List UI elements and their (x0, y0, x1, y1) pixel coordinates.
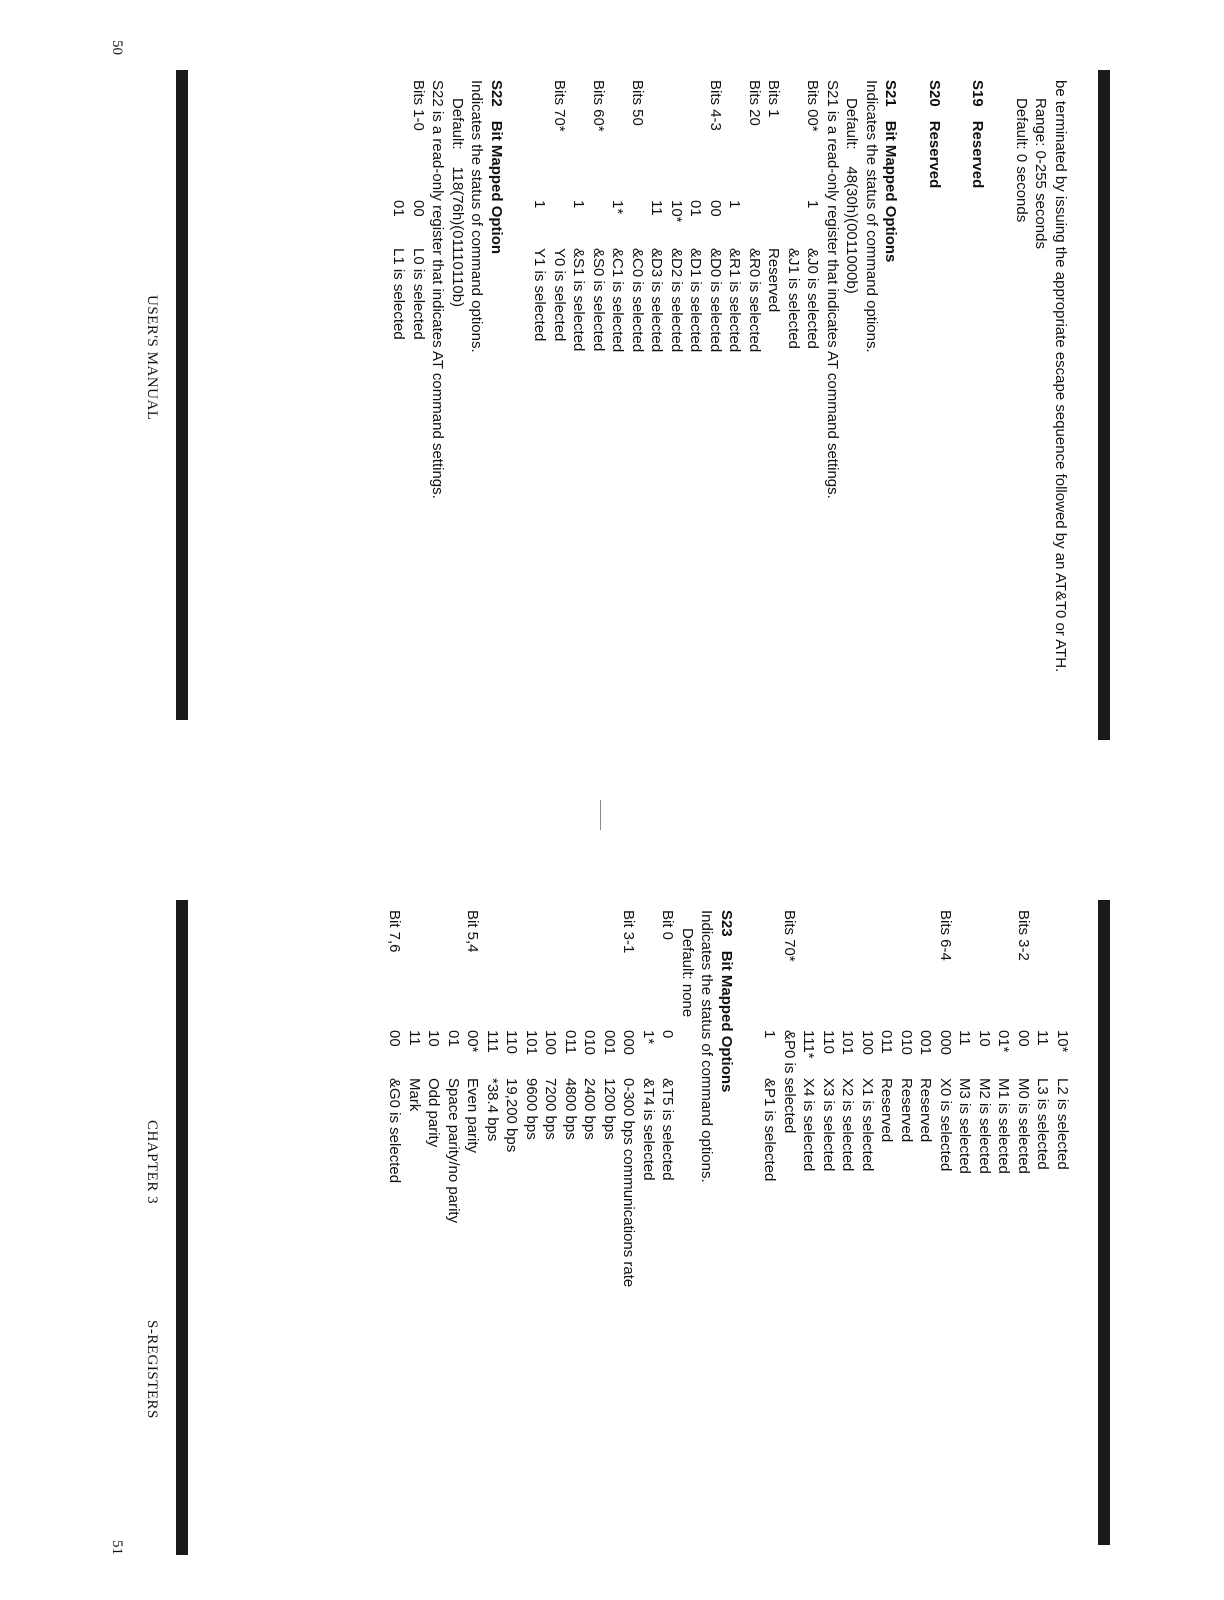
s21-title: Bit Mapped Options (882, 120, 900, 263)
table-row (975, 910, 995, 1600)
table-row (589, 80, 609, 770)
bit-field-label (580, 910, 600, 1030)
bit-value: 00 (386, 1030, 404, 1047)
bit-description: 0-300 bps communications rate (620, 1078, 638, 1288)
bit-value: 0 (659, 1030, 677, 1039)
bit-description: L1 is selected (390, 248, 408, 340)
bit-field-label: Bit 0 (659, 910, 677, 941)
bit-field-label (483, 910, 503, 1030)
s22-bit-table (389, 80, 428, 770)
bit-field-label (405, 910, 425, 1030)
table-row (799, 910, 819, 1600)
table-row (647, 80, 667, 770)
bit-value (745, 200, 765, 248)
s19-code: S19 (969, 80, 987, 107)
table-row (569, 80, 589, 770)
s21-heading (881, 80, 901, 770)
table-row (667, 80, 687, 770)
bit-field-label (975, 910, 995, 1030)
bit-field-label (799, 910, 819, 1030)
bit-description: L3 is selected (1034, 1078, 1052, 1170)
page-50 (110, 40, 1110, 780)
table-row (600, 910, 620, 1600)
bit-description: &T4 is selected (640, 1078, 657, 1181)
s19-title: Reserved (969, 120, 987, 189)
bit-value: 100 (859, 1030, 876, 1056)
bit-field-label: Bits 4-3 (707, 80, 724, 131)
table-row (838, 910, 858, 1600)
s21-default-label: Default: (843, 98, 861, 150)
s22-code: S22 (488, 80, 505, 107)
bit-field-label: Bits 70* (781, 910, 798, 962)
bit-field-label (561, 910, 581, 1030)
s23-bit-table (385, 910, 678, 1600)
bit-field-label (897, 910, 917, 1030)
page-51 (110, 870, 1110, 1560)
bit-description: Space parity/no parity (445, 1078, 462, 1224)
bit-value: 011 (878, 1030, 896, 1054)
table-row (1053, 910, 1073, 1600)
bit-field-label (647, 80, 667, 200)
bit-value: 010 (898, 1030, 915, 1056)
top-rule (1098, 70, 1110, 740)
bit-description: 9600 bps (523, 1078, 540, 1140)
bit-value: 01* (995, 1030, 1013, 1053)
bit-value: 1 (726, 200, 744, 209)
bit-value: 101 (839, 1030, 857, 1056)
bit-value: 001 (601, 1030, 618, 1056)
bit-field-label: Bits 1-0 (410, 80, 427, 131)
bit-field-label: Bits 1 (765, 80, 783, 118)
binding-mark (600, 800, 601, 830)
bit-description: Odd parity (425, 1078, 443, 1148)
bit-field-label: Bit 3-1 (620, 910, 638, 954)
bit-field-label: Bits 3-2 (1015, 910, 1032, 961)
table-row (658, 910, 678, 1600)
bit-field-label (955, 910, 975, 1030)
table-row (561, 910, 581, 1600)
bit-value: 00* (464, 1030, 482, 1053)
bit-field-label (725, 80, 745, 200)
bit-description: &J0 is selected (804, 248, 822, 349)
bottom-rule (176, 70, 188, 720)
s22-default (448, 80, 468, 770)
bit-description: X2 is selected (839, 1078, 857, 1172)
bit-value: 011 (562, 1030, 579, 1054)
table-row (608, 80, 628, 770)
bit-value: 111* (800, 1030, 818, 1059)
bit-description: Y1 is selected (531, 248, 549, 342)
s22-continued-bit-table (760, 910, 1072, 1600)
bit-description: 2400 bps (581, 1078, 599, 1140)
bit-field-label (389, 80, 409, 200)
bit-value: 10 (425, 1030, 443, 1047)
page-number: 51 (109, 1540, 125, 1555)
bit-description: 1200 bps (601, 1078, 618, 1140)
s23-code: S23 (718, 910, 735, 937)
bit-description: &C0 is selected (629, 248, 646, 353)
bit-field-label (667, 80, 687, 200)
bit-description: &D1 is selected (687, 248, 705, 353)
table-row (409, 80, 429, 770)
table-row (444, 910, 464, 1600)
table-row (764, 80, 784, 770)
bit-description: &T5 is selected (659, 1078, 677, 1181)
bit-description: Even parity (464, 1078, 482, 1154)
bit-value: 001 (917, 1030, 935, 1056)
bit-field-label: Bits 00* (804, 80, 822, 132)
bit-field-label (760, 910, 780, 1030)
table-row (686, 80, 706, 770)
table-row (1014, 910, 1034, 1600)
table-row (483, 910, 503, 1600)
bit-value: 100 (542, 1030, 560, 1056)
bit-value: 000 (620, 1030, 638, 1056)
s22-description: Indicates the status of command options. (468, 80, 486, 353)
bit-value: 110 (503, 1030, 521, 1054)
bit-value: 11 (956, 1030, 974, 1046)
bit-description: &G0 is selected (386, 1078, 404, 1184)
table-row (706, 80, 726, 770)
bit-value: 1* (609, 200, 627, 215)
bit-field-label (608, 80, 628, 200)
s22-default-value: 118(76h)(01110110b) (449, 166, 466, 308)
s22-readonly-note: S22 is a read-only register that indicates AT command settings. (429, 80, 447, 499)
s21-bit-table (530, 80, 823, 770)
bit-description: Reserved (878, 1078, 896, 1143)
bit-description: Reserved (917, 1078, 935, 1143)
bit-value: 010 (581, 1030, 599, 1056)
s22-default-label: Default: (449, 98, 466, 150)
table-row (936, 910, 956, 1600)
bit-field-label (916, 910, 936, 1030)
bit-description: &R1 is selected (726, 248, 744, 353)
s20-code: S20 (926, 80, 943, 107)
footer-title: USER'S MANUAL (144, 295, 160, 421)
bit-description: &S0 is selected (590, 248, 607, 352)
bit-field-label (522, 910, 542, 1030)
bit-description: X1 is selected (859, 1078, 876, 1172)
bit-field-label (541, 910, 561, 1030)
bit-field-label (1053, 910, 1073, 1030)
s23-default: Default: none (679, 928, 696, 1018)
bit-description: M1 is selected (995, 1078, 1013, 1174)
bit-field-label (639, 910, 659, 1030)
bit-description: &R0 is selected (746, 248, 763, 353)
s21-code: S21 (882, 80, 900, 107)
bit-description: L0 is selected (410, 248, 427, 340)
s22-title: Bit Mapped Option (488, 120, 505, 255)
bit-field-label (838, 910, 858, 1030)
page-50-body (389, 80, 1070, 770)
s21-default (842, 80, 862, 770)
bit-value (764, 200, 784, 248)
bit-description: Reserved (765, 248, 783, 313)
bit-description: L2 is selected (1054, 1078, 1071, 1170)
bit-value: 000 (937, 1030, 954, 1056)
table-row (405, 910, 425, 1600)
bit-value: 00 (410, 200, 427, 217)
bit-description: &D0 is selected (707, 248, 724, 353)
table-row (897, 910, 917, 1600)
bit-value: &P0 is selected (781, 1030, 798, 1134)
bit-description: &D2 is selected (668, 248, 685, 353)
bit-field-label (502, 910, 522, 1030)
table-row (619, 910, 639, 1600)
bit-value (628, 200, 648, 248)
table-row (760, 910, 780, 1600)
bit-value: 111 (484, 1030, 501, 1053)
bit-description: X0 is selected (937, 1078, 954, 1172)
bit-description: &P1 is selected (761, 1078, 779, 1182)
bit-value (784, 200, 804, 248)
bit-field-label (686, 80, 706, 200)
bit-field-label (877, 910, 897, 1030)
top-rule (1098, 900, 1110, 1545)
table-row (385, 910, 405, 1600)
bit-field-label (1033, 910, 1053, 1030)
table-row (1033, 910, 1053, 1600)
page-number: 50 (109, 40, 125, 55)
page-51-body (385, 910, 1072, 1600)
table-row (955, 910, 975, 1600)
table-row (541, 910, 561, 1600)
bit-value: 1 (531, 200, 549, 209)
bit-description: 19,200 bps (503, 1078, 521, 1153)
s20-heading (925, 80, 945, 770)
table-row (803, 80, 823, 770)
table-row (639, 910, 659, 1600)
table-row (424, 910, 444, 1600)
table-row (550, 80, 570, 770)
bit-description: M2 is selected (976, 1078, 993, 1174)
table-row (780, 910, 800, 1600)
bit-field-label (994, 910, 1014, 1030)
bit-value: 00 (707, 200, 724, 217)
table-row (784, 80, 804, 770)
bit-value: 11 (1034, 1030, 1052, 1046)
bit-field-label: Bits 6-4 (937, 910, 954, 961)
table-row (877, 910, 897, 1600)
bit-description: &J1 is selected (785, 248, 802, 349)
bit-value: 10* (1054, 1030, 1071, 1053)
table-row (530, 80, 550, 770)
s23-title: Bit Mapped Options (718, 950, 735, 1093)
bit-value: 10 (976, 1030, 993, 1047)
bit-field-label: Bits 60* (590, 80, 607, 132)
bit-value: 11 (406, 1030, 423, 1046)
bit-value (550, 200, 570, 248)
bit-field-label: Bits 50 (629, 80, 646, 126)
bit-value: 101 (523, 1030, 540, 1056)
table-row (745, 80, 765, 770)
bit-description: Y0 is selected (551, 248, 568, 342)
bit-value (589, 200, 609, 248)
bit-description: X4 is selected (800, 1078, 818, 1172)
bit-field-label (784, 80, 804, 200)
table-row (522, 910, 542, 1600)
table-row (580, 910, 600, 1600)
bit-field-label (858, 910, 878, 1030)
s21-description: Indicates the status of command options. (863, 80, 880, 353)
table-row (502, 910, 522, 1600)
bit-field-label (530, 80, 550, 200)
s19-heading (968, 80, 988, 770)
bit-value: 01 (687, 200, 705, 217)
bottom-rule (176, 900, 188, 1555)
table-row (819, 910, 839, 1600)
range-line: Range: 0-255 seconds (1032, 98, 1050, 249)
bit-description: &C1 is selected (609, 248, 627, 353)
footer-section: S-REGISTERS (144, 1320, 160, 1419)
bit-description: Mark (406, 1078, 423, 1112)
bit-description: M0 is selected (1015, 1078, 1032, 1174)
bit-field-label: Bit 5,4 (464, 910, 482, 953)
table-row (858, 910, 878, 1600)
bit-description: 7200 bps (542, 1078, 560, 1140)
s21-default-value: 48(30h)(0011000b) (843, 166, 861, 294)
bit-value: 10* (668, 200, 685, 223)
table-row (389, 80, 409, 770)
s23-heading (717, 910, 737, 1600)
bit-description: &D3 is selected (648, 248, 666, 353)
default-line: Default: 0 seconds (1013, 98, 1030, 223)
bit-field-label (424, 910, 444, 1030)
bit-field-label (569, 80, 589, 200)
bit-value: 01 (390, 200, 408, 217)
s20-title: Reserved (926, 120, 943, 189)
table-row (725, 80, 745, 770)
table-row (628, 80, 648, 770)
footer-chapter: CHAPTER 3 (144, 1120, 160, 1205)
bit-value: 1 (570, 200, 588, 209)
bit-description: X3 is selected (820, 1078, 837, 1172)
bit-description: 4800 bps (562, 1078, 579, 1140)
bit-value: 11 (648, 200, 666, 216)
bit-description: M3 is selected (956, 1078, 974, 1174)
bit-description: &S1 is selected (570, 248, 588, 352)
bit-field-label: Bits 70* (551, 80, 568, 132)
bit-field-label: Bits 20 (746, 80, 763, 126)
bit-value: 1 (761, 1030, 779, 1039)
bit-description: Reserved (898, 1078, 915, 1143)
bit-description: *38.4 bps (484, 1078, 501, 1142)
bit-field-label (444, 910, 464, 1030)
intro-paragraph: be terminated by issuing the appropriate escape sequence followed by an AT&T0 or ATH. (1052, 80, 1069, 673)
bit-value: 1 (804, 200, 822, 209)
bit-value: 1* (640, 1030, 657, 1045)
bit-value: 00 (1015, 1030, 1032, 1047)
table-row (916, 910, 936, 1600)
table-row (994, 910, 1014, 1600)
bit-field-label (819, 910, 839, 1030)
s23-description: Indicates the status of command options. (698, 910, 716, 1183)
bit-value: 110 (820, 1030, 837, 1054)
s22-heading (487, 80, 507, 770)
bit-field-label: Bit 7,6 (386, 910, 404, 953)
s21-readonly-note: S21 is a read-only register that indicates AT command settings. (824, 80, 841, 499)
bit-value: 01 (445, 1030, 462, 1047)
table-row (463, 910, 483, 1600)
bit-field-label (600, 910, 620, 1030)
